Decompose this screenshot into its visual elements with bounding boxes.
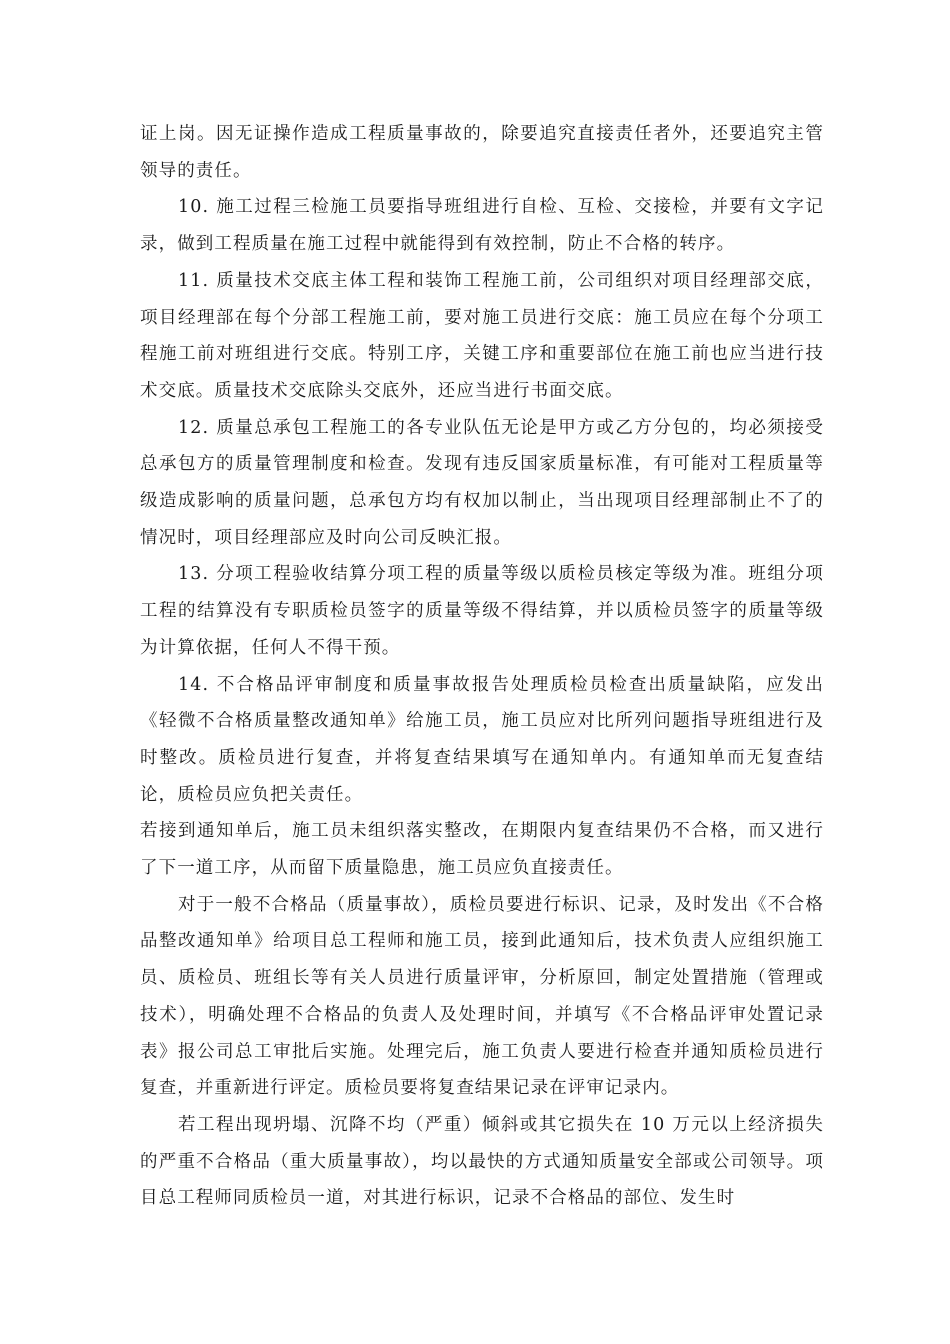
paragraph-continuation: 证上岗。因无证操作造成工程质量事故的，除要追究直接责任者外，还要追究主管领导的责任。 [140, 124, 824, 181]
document-body [140, 116, 824, 1217]
paragraph-notice-followup: 若接到通知单后，施工员未组织落实整改，在期限内复查结果仍不合格，而又进行了下一道工序，从而留下质量隐患，施工员应负直接责任。 [140, 821, 824, 879]
paragraph-item-10: 10. 施工过程三检施工员要指导班组进行自检、互检、交接检，并要有文字记录，做到工程质量在施工过程中就能得到有效控制，防止不合格的转序。 [140, 197, 824, 255]
paragraph-item-13: 13. 分项工程验收结算分项工程的质量等级以质检员核定等级为准。班组分项工程的结算没有专职质检员签字的质量等级不得结算，并以质检员签字的质量等级为计算依据，任何人不得干预。 [140, 564, 824, 658]
paragraph-item-14: 14. 不合格品评审制度和质量事故报告处理质检员检查出质量缺陷，应发出《轻微不合格质量整改通知单》给施工员，施工员应对比所列问题指导班组进行及时整改。质检员进行复查，并将复查结果填写在通知单内。有通知单而无复查结论，质检员应负把关责任。 [140, 674, 824, 805]
paragraph-item-11: 11. 质量技术交底主体工程和装饰工程施工前，公司组织对项目经理部交底，项目经理部在每个分部工程施工前，要对施工员进行交底：施工员应在每个分项工程施工前对班组进行交底。特别工序，关键工序和重要部位在施工前也应当进行技术交底。质量技术交底除头交底外，还应当进行书面交底。 [140, 270, 824, 401]
paragraph-general-nonconformity: 对于一般不合格品（质量事故），质检员要进行标识、记录，及时发出《不合格品整改通知单》给项目总工程师和施工员，接到此通知后，技术负责人应组织施工员、质检员、班组长等有关人员进行质量评审，分析原回，制定处置措施（管理或技术），明确处理不合格品的负责人及处理时间，并填写《不合格品评审处置记录表》报公司总工审批后实施。处理完后，施工负责人要进行检查并通知质检员进行复查，并重新进行评定。质检员要将复查结果记录在评审记录内。 [140, 894, 824, 1099]
paragraph-serious-nonconformity: 若工程出现坍塌、沉降不均（严重）倾斜或其它损失在 10 万元以上经济损失的严重不合格品（重大质量事故），均以最快的方式通知质量安全部或公司领导。项目总工程师同质检员一道，对其进行标识，记录不合格品的部位、发生时 [140, 1114, 824, 1209]
paragraph-item-12: 12. 质量总承包工程施工的各专业队伍无论是甲方或乙方分包的，均必须接受总承包方的质量管理制度和检查。发现有违反国家质量标准，有可能对工程质量等级造成影响的质量问题，总承包方均有权加以制止，当出现项目经理部制止不了的情况时，项目经理部应及时向公司反映汇报。 [140, 417, 824, 548]
